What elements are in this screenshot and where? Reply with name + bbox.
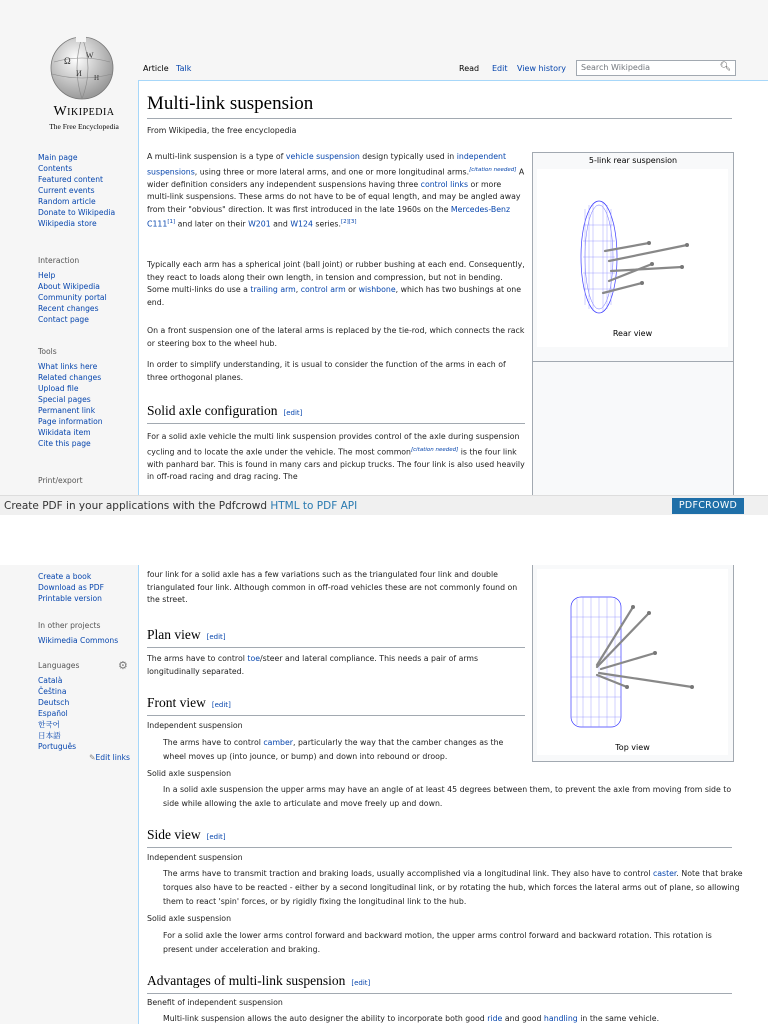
svg-text:W: W bbox=[86, 51, 94, 60]
heading-plan-view: Plan view [edit] bbox=[147, 627, 226, 642]
page-gap bbox=[0, 515, 768, 565]
infobox-caption: 5-link rear suspension bbox=[588, 156, 678, 165]
tab-edit[interactable]: Edit bbox=[492, 64, 508, 73]
sidebar-interaction bbox=[38, 252, 107, 325]
pdfcrowd-button[interactable]: PDFCROWD bbox=[672, 498, 744, 514]
link-ride[interactable]: ride bbox=[487, 1014, 503, 1023]
citation-needed[interactable]: [citation needed] bbox=[469, 166, 517, 173]
solid-axle-paragraph: For a solid axle vehicle the multi link suspension provides control of the axle during suspension cycling and to locate the axle under the vehicle. The most common[citation needed] is the four link with panhard bar. This is found in many cars and pickup trucks. The four link is also used heavily in off-road racing and drag racing. The bbox=[147, 432, 525, 482]
sidebar-heading-other-projects: In other projects bbox=[38, 621, 101, 630]
infobox-image-rear-view[interactable] bbox=[537, 169, 728, 347]
link-w201[interactable]: W201 bbox=[248, 219, 271, 229]
link-control-links[interactable]: control links bbox=[420, 179, 469, 189]
language-link[interactable]: Português bbox=[38, 742, 77, 751]
link-control-arm[interactable]: control arm bbox=[300, 285, 346, 294]
sidebar-item-upload-file[interactable]: Upload file bbox=[38, 384, 79, 393]
pdf-page-1 bbox=[0, 0, 768, 495]
heading-side-view: Side view [edit] bbox=[147, 827, 226, 842]
reference-2-3[interactable]: [2][3] bbox=[340, 219, 357, 226]
infobox bbox=[532, 152, 734, 495]
pdfcrowd-text: Create PDF in your applications with the Pdfcrowd HTML to PDF API bbox=[4, 500, 358, 512]
sidebar-item-cite-this-page[interactable]: Cite this page bbox=[38, 439, 91, 448]
search-placeholder: Search Wikipedia bbox=[581, 63, 651, 72]
edit-link-advantages[interactable]: [edit] bbox=[351, 979, 371, 987]
intro-paragraph-4: In order to simplify understanding, it is usual to consider the function of the arms in each of three orthogonal planes. bbox=[147, 360, 506, 382]
adv-term-independent: Benefit of independent suspension bbox=[147, 998, 283, 1007]
sidebar-item-wikimedia-commons[interactable]: Wikimedia Commons bbox=[38, 636, 119, 645]
edit-link-front-view[interactable]: [edit] bbox=[211, 701, 231, 709]
link-camber[interactable]: camber bbox=[263, 738, 294, 747]
sidebar-languages bbox=[38, 657, 130, 763]
sidebar-tools bbox=[38, 343, 103, 449]
plan-view-paragraph: The arms have to control toe/steer and lateral compliance. This needs a pair of arms longitudinally separated. bbox=[147, 654, 479, 676]
language-link[interactable]: Čeština bbox=[38, 687, 67, 696]
section-divider bbox=[147, 847, 732, 848]
sidebar-item-download-pdf[interactable]: Download as PDF bbox=[38, 583, 104, 592]
side-term-independent: Independent suspension bbox=[147, 853, 243, 862]
side-term-solid-axle: Solid axle suspension bbox=[147, 914, 232, 923]
sidebar-item-permanent-link[interactable]: Permanent link bbox=[38, 406, 96, 415]
caption-rear-view: Rear view bbox=[612, 329, 653, 338]
title-divider bbox=[147, 118, 732, 119]
intro-paragraph-3: On a front suspension one of the lateral arms is replaced by the tie-rod, which connects the rack or steering box to the wheel hub. bbox=[147, 326, 525, 348]
heading-front-view: Front view [edit] bbox=[147, 695, 231, 710]
article-content-continued bbox=[138, 565, 768, 1024]
edit-link-side-view[interactable]: [edit] bbox=[206, 833, 226, 841]
link-w124[interactable]: W124 bbox=[290, 219, 313, 229]
sidebar-heading-print-export: Print/export bbox=[38, 476, 83, 485]
sidebar-item-wikidata-item[interactable]: Wikidata item bbox=[38, 428, 91, 437]
intro-paragraph-2: Typically each arm has a spherical joint (ball joint) or rubber bushing at each end. Consequently, they react to loads along their own length, in tension and compression, but not in bending. Some multi-links do use a trailing arm, control arm or wishbone, which has two bushings at one end. bbox=[147, 260, 525, 307]
sidebar-item-page-information[interactable]: Page information bbox=[38, 417, 103, 426]
puzzle-globe-icon bbox=[36, 32, 132, 102]
svg-text:И: И bbox=[76, 69, 82, 78]
pdf-page-2 bbox=[0, 565, 768, 1024]
caption-top-view: Top view bbox=[615, 743, 650, 752]
link-caster[interactable]: caster bbox=[652, 869, 677, 878]
link-toe[interactable]: toe bbox=[247, 654, 261, 663]
wikipedia-logo[interactable] bbox=[36, 32, 132, 132]
section-divider bbox=[147, 993, 732, 994]
sidebar-item-community-portal[interactable]: Community portal bbox=[38, 293, 107, 302]
tab-view-history[interactable]: View history bbox=[517, 64, 567, 73]
front-def-independent: The arms have to control camber, particularly the way that the camber changes as the wheel moves up (into jounce, or bump) and down into rebound or droop. bbox=[163, 738, 504, 761]
sidebar-other-projects bbox=[38, 617, 118, 646]
sidebar-item-contents[interactable]: Contents bbox=[38, 164, 73, 173]
page-title: Multi-link suspension bbox=[147, 93, 314, 114]
section-divider bbox=[147, 423, 525, 424]
sidebar-item-main-page[interactable]: Main page bbox=[38, 153, 78, 162]
sidebar-item-help[interactable]: Help bbox=[38, 271, 56, 280]
sidebar-item-recent-changes[interactable]: Recent changes bbox=[38, 304, 99, 313]
language-link[interactable]: Deutsch bbox=[38, 698, 70, 707]
sidebar-item-current-events[interactable]: Current events bbox=[38, 186, 95, 195]
tab-read[interactable]: Read bbox=[459, 64, 480, 73]
pdfcrowd-link[interactable]: HTML to PDF API bbox=[270, 500, 358, 512]
heading-solid-axle-configuration: Solid axle configuration [edit] bbox=[147, 403, 303, 418]
section-divider bbox=[147, 715, 525, 716]
sidebar-print-export bbox=[38, 474, 83, 488]
article-content bbox=[138, 80, 768, 495]
sidebar-heading-tools: Tools bbox=[38, 347, 57, 356]
sidebar-item-random-article[interactable]: Random article bbox=[38, 197, 96, 206]
suspension-rear-diagram bbox=[537, 169, 728, 339]
infobox-image-top-view[interactable] bbox=[537, 569, 728, 755]
infobox-divider bbox=[533, 361, 733, 362]
gear-icon[interactable]: ⚙ bbox=[118, 659, 128, 672]
solid-axle-paragraph-continued: four link for a solid axle has a few variations such as the triangulated four link and double triangulated four link. Although common in off-road vehicles these are not commonly found on the street. bbox=[147, 570, 518, 604]
language-link[interactable]: Español bbox=[38, 709, 68, 718]
sidebar-item-donate[interactable]: Donate to Wikipedia bbox=[38, 208, 116, 217]
logo-tagline: The Free Encyclopedia bbox=[49, 122, 119, 131]
tab-talk[interactable]: Talk bbox=[176, 64, 192, 73]
link-independent-suspensions[interactable]: independent suspensions bbox=[147, 152, 507, 177]
edit-links[interactable]: ✎Edit links bbox=[89, 753, 130, 762]
sidebar-heading-languages: Languages bbox=[38, 661, 80, 670]
search-input[interactable] bbox=[576, 60, 736, 76]
svg-text:Ω: Ω bbox=[64, 56, 71, 66]
pencil-icon: ✎ bbox=[89, 753, 96, 762]
logo-wordmark: Wikipedia bbox=[53, 104, 115, 119]
sidebar-item-what-links-here[interactable]: What links here bbox=[38, 362, 98, 371]
link-wishbone[interactable]: wishbone bbox=[358, 285, 396, 294]
section-divider bbox=[147, 647, 525, 648]
edit-link-plan-view[interactable]: [edit] bbox=[206, 633, 226, 641]
sidebar-item-printable-version[interactable]: Printable version bbox=[38, 594, 102, 603]
sidebar-item-special-pages[interactable]: Special pages bbox=[38, 395, 91, 404]
language-link[interactable]: 日本語 bbox=[38, 731, 61, 740]
sidebar-heading-interaction: Interaction bbox=[38, 256, 80, 265]
side-def-independent: The arms have to transmit traction and braking loads, usually accomplished via a longitudinal link. They also have to control caster. Note that brake torques also have to be reacted - either by a second longitudinal link, or by rotating the hub, which forces the lateral arms out of plane, so allowing them to react 'spin' forces, or by rigidly fixing the longitudinal link to the hub. bbox=[163, 869, 743, 906]
link-handling[interactable]: handling bbox=[543, 1014, 578, 1023]
suspension-top-diagram bbox=[537, 569, 728, 739]
front-term-solid-axle: Solid axle suspension bbox=[147, 769, 232, 778]
link-mercedes-benz-c111[interactable]: Mercedes-Benz C111 bbox=[147, 204, 511, 229]
svg-text:H: H bbox=[94, 74, 100, 82]
edit-link-solid-axle[interactable]: [edit] bbox=[283, 409, 303, 417]
sidebar-item-contact-page[interactable]: Contact page bbox=[38, 315, 89, 324]
sidebar-item-store[interactable]: Wikipedia store bbox=[38, 219, 97, 228]
intro-paragraph-1: A multi-link suspension is a type of vehicle suspension design typically used in independent suspensions, using three or more lateral arms, and one or more longitudinal arms.[citation needed] A wider definition considers any independent suspensions having three control links or more multi-link suspensions. These arms do not have to be of equal length, and may be angled away from their "obvious" direction. It was first introduced in the late 1960s on the Mercedes-Benz C111[1] and later on their W201 and W124 series.[2][3] bbox=[147, 152, 525, 229]
side-def-solid-axle: For a solid axle the lower arms control forward and backward motion, the upper arms control forward and backward rotation. This rotation is present under acceleration and braking. bbox=[163, 931, 712, 954]
citation-needed[interactable]: [citation needed] bbox=[411, 446, 459, 453]
language-link[interactable]: Català bbox=[38, 676, 63, 685]
link-trailing-arm[interactable]: trailing arm bbox=[250, 285, 296, 294]
front-term-independent: Independent suspension bbox=[147, 721, 243, 730]
sidebar-item-create-book[interactable]: Create a book bbox=[38, 572, 92, 581]
link-vehicle-suspension[interactable]: vehicle suspension bbox=[285, 152, 360, 161]
sidebar-item-featured-content[interactable]: Featured content bbox=[38, 175, 104, 184]
search-icon[interactable]: 🔍︎ bbox=[719, 62, 731, 72]
language-link[interactable]: 한국어 bbox=[38, 720, 61, 729]
sidebar-navigation bbox=[38, 152, 115, 229]
sidebar-item-related-changes[interactable]: Related changes bbox=[38, 373, 102, 382]
infobox-continued bbox=[532, 565, 734, 762]
pdfcrowd-banner bbox=[0, 495, 768, 516]
front-def-solid-axle: In a solid axle suspension the upper arms may have an angle of at least 45 degrees between them, to prevent the axle from moving from side to side while allowing the axle to articulate and move freely up and down. bbox=[163, 785, 732, 808]
adv-def-independent: Multi-link suspension allows the auto designer the ability to incorporate both good ride and good handling in the same vehicle. bbox=[163, 1014, 660, 1023]
sidebar-print-list bbox=[38, 571, 104, 604]
reference-1[interactable]: [1] bbox=[167, 219, 176, 226]
sidebar-item-about[interactable]: About Wikipedia bbox=[38, 282, 100, 291]
heading-advantages: Advantages of multi-link suspension [edit] bbox=[147, 973, 371, 988]
tab-article[interactable]: Article bbox=[143, 64, 169, 73]
article-subtitle: From Wikipedia, the free encyclopedia bbox=[147, 126, 297, 135]
